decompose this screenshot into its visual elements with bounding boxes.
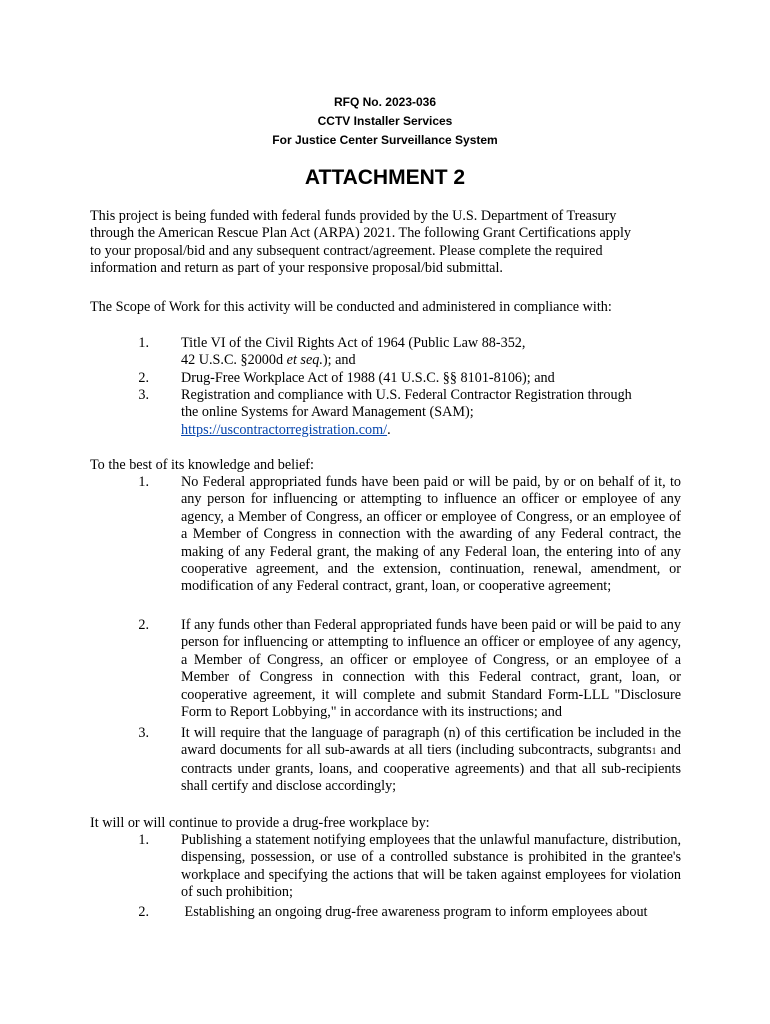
list-text: Publishing a statement notifying employees that the unlawful manufacture, distribution, dispensing, possession, or use of a controlled substance is prohibited in the grantee's workplace and specifying the actions that will be taken against employees for violation of such prohibition; (181, 832, 681, 901)
list-text: Registration and compliance with U.S. Federal Contractor Registration through the online Systems for Award Management (SAM); https://uscontractorregistration.com/. (181, 387, 632, 438)
intro-line: This project is being funded with federal funds provided by the U.S. Department of Treasury (90, 208, 617, 224)
list-number: 1. (138, 335, 149, 351)
scope-paragraph: The Scope of Work for this activity will be conducted and administered in compliance with: (90, 299, 612, 315)
intro-line: to your proposal/bid and any subsequent contract/agreement. Please complete the required (90, 242, 603, 259)
list-number: 1. (138, 832, 149, 848)
sam-registration-link[interactable]: https://uscontractorregistration.com/ (181, 421, 388, 438)
list-number: 3. (138, 725, 149, 741)
intro-line: information and return as part of your responsive proposal/bid submittal. (90, 260, 503, 277)
drugfree-paragraph: It will or will continue to provide a drug-free workplace by: (90, 815, 430, 831)
list-text: It will require that the language of paragraph (n) of this certification be included in the award documents for all sub-awards at all tiers (including subcontracts, subgrants1 and contracts under grants, loans, and cooperative agreements) and that all sub-recipients shall certify and disclose accordingly; (181, 725, 681, 795)
document-header (0, 93, 770, 150)
list-text: If any funds other than Federal appropriated funds have been paid or will be paid to any person for influencing or attempting to influence an officer or employee of any agency, a Member of Congress, an officer or employee of Congress, or an employee of a Member of Congress in connection with this Federal contract, grant, loan, or cooperative agreement, it will complete and submit Standard Form-LLL "Disclosure Form to Report Lobbying," in accordance with its instructions; and (181, 617, 681, 721)
project-title: For Justice Center Surveillance System (272, 133, 498, 147)
list-text: Title VI of the Civil Rights Act of 1964 (Public Law 88-352, 42 U.S.C. §2000d et seq.); and (181, 335, 526, 369)
attachment-title: ATTACHMENT 2 (304, 166, 466, 189)
list-number: 2. (138, 370, 149, 386)
knowledge-paragraph: To the best of its knowledge and belief: (90, 457, 314, 473)
footnote-marker: 1 (651, 746, 657, 757)
rfq-number: RFQ No. 2023-036 (333, 95, 437, 109)
intro-line: through the American Rescue Plan Act (ARPA) 2021. The following Grant Certifications apply (90, 225, 631, 242)
list-text: No Federal appropriated funds have been paid or will be paid, by or on behalf of it, to any person for influencing or attempting to influence an officer or employee of any agency, a Member of Congress, an officer or employee of Congress, or an employee of a Member of Congress in connection with the awarding of any Federal contract, the making of any Federal grant, the making of any Federal loan, the entering into of any cooperative agreement, and the extension, continuation, renewal, amendment, or modification of any Federal contract, grant, loan, or cooperative agreement; (181, 474, 681, 595)
intro-paragraph (90, 208, 690, 278)
service-title: CCTV Installer Services (317, 114, 453, 128)
list-number: 3. (138, 387, 149, 403)
list-number: 1. (138, 474, 149, 490)
list-text: Drug-Free Workplace Act of 1988 (41 U.S.C. §§ 8101-8106); and (181, 370, 555, 386)
list-number: 2. (138, 904, 149, 920)
list-text: Establishing an ongoing drug-free awareness program to inform employees about (181, 904, 648, 920)
list-number: 2. (138, 617, 149, 633)
